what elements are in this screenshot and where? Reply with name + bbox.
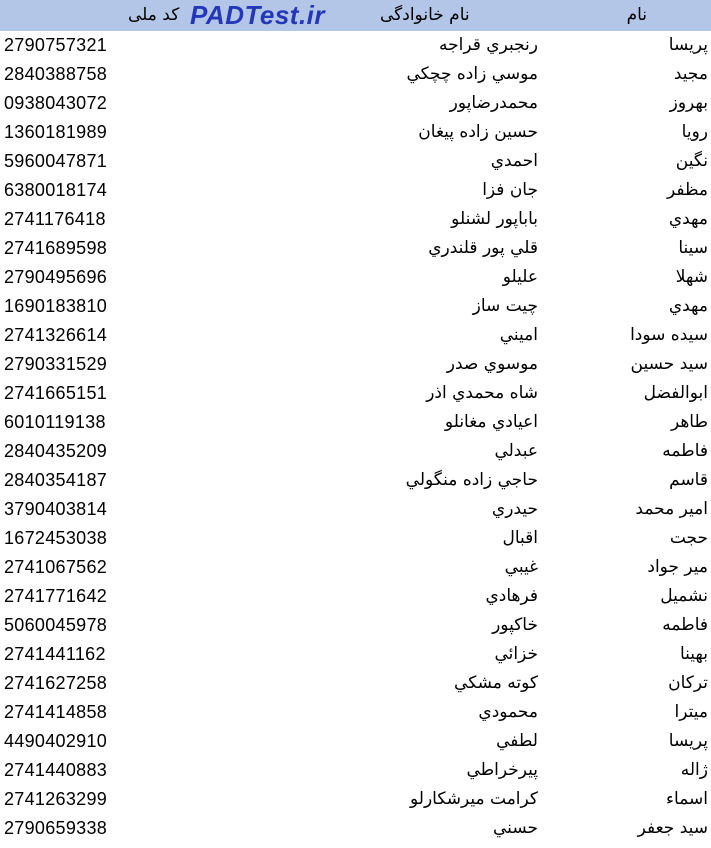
national-code-cell[interactable]: 2741627258 xyxy=(4,673,108,693)
first-name-cell[interactable]: طاهر xyxy=(670,412,708,432)
last-name-cell[interactable]: محمودي xyxy=(478,702,538,722)
first-name-cell[interactable]: مهدي xyxy=(668,209,708,229)
first-name-cell[interactable]: سيده سودا xyxy=(630,325,708,345)
table-row[interactable] xyxy=(0,640,711,669)
last-name-cell[interactable]: كوته مشكي xyxy=(454,673,538,693)
first-name-cell[interactable]: نگين xyxy=(675,151,708,171)
first-name-cell[interactable]: مجيد xyxy=(673,64,708,84)
national-code-cell[interactable]: 2741414858 xyxy=(4,702,108,722)
table-row[interactable] xyxy=(0,147,711,176)
national-code-cell[interactable]: 2741689598 xyxy=(4,238,108,258)
last-name-cell[interactable]: محمدرضاپور xyxy=(449,93,538,113)
last-name-cell[interactable]: غيبي xyxy=(504,557,538,577)
table-row[interactable] xyxy=(0,31,711,60)
last-name-cell[interactable]: خزائي xyxy=(494,644,538,664)
first-name-cell[interactable]: قاسم xyxy=(669,470,708,490)
national-code-cell[interactable]: 2840354187 xyxy=(4,470,108,490)
table-row[interactable] xyxy=(0,321,711,350)
national-code-cell[interactable]: 2790757321 xyxy=(4,35,108,55)
first-name-cell[interactable]: اسماء xyxy=(666,789,708,809)
national-code-cell[interactable]: 1690183810 xyxy=(4,296,108,316)
table-row[interactable] xyxy=(0,495,711,524)
last-name-cell[interactable]: چيت ساز xyxy=(472,296,538,316)
first-name-cell[interactable]: فاطمه xyxy=(662,615,708,635)
last-name-cell[interactable]: قلي پور قلندري xyxy=(428,238,538,258)
first-name-cell[interactable]: حجت xyxy=(669,528,708,548)
table-row[interactable] xyxy=(0,176,711,205)
first-name-cell[interactable]: رويا xyxy=(681,122,708,142)
national-code-cell[interactable]: 2790659338 xyxy=(4,818,108,838)
national-code-cell[interactable]: 2741441162 xyxy=(4,644,106,664)
first-name-cell[interactable]: بهينا xyxy=(679,644,708,664)
table-row[interactable] xyxy=(0,60,711,89)
last-name-cell[interactable]: حسين زاده پيغان xyxy=(418,122,538,142)
table-row[interactable] xyxy=(0,89,711,118)
last-name-cell[interactable]: حاجي زاده منگولي xyxy=(405,470,538,490)
national-code-cell[interactable]: 1672453038 xyxy=(4,528,108,548)
table-row[interactable] xyxy=(0,379,711,408)
table-row[interactable] xyxy=(0,118,711,147)
first-name-cell[interactable]: سينا xyxy=(678,238,708,258)
last-name-cell[interactable]: اقبال xyxy=(502,528,538,548)
national-code-cell[interactable]: 2741176418 xyxy=(4,209,106,229)
last-name-cell[interactable]: خاكپور xyxy=(492,615,538,635)
national-code-cell[interactable]: 0938043072 xyxy=(4,93,108,113)
table-row[interactable] xyxy=(0,785,711,814)
first-name-cell[interactable]: پريسا xyxy=(668,731,708,751)
table-row[interactable] xyxy=(0,582,711,611)
national-code-cell[interactable]: 2741440883 xyxy=(4,760,108,780)
last-name-cell[interactable]: اميني xyxy=(499,325,538,345)
national-code-cell[interactable]: 2741665151 xyxy=(4,383,108,403)
last-name-cell[interactable]: عبدلي xyxy=(494,441,538,461)
last-name-cell[interactable]: عليلو xyxy=(502,267,538,287)
national-code-cell[interactable]: 4490402910 xyxy=(4,731,108,751)
national-code-cell[interactable]: 2790495696 xyxy=(4,267,108,287)
first-name-cell[interactable]: تركان xyxy=(668,673,708,693)
national-code-cell[interactable]: 5960047871 xyxy=(4,151,108,171)
first-name-cell[interactable]: ميترا xyxy=(674,702,708,722)
first-name-cell[interactable]: مهدي xyxy=(668,296,708,316)
national-code-cell[interactable]: 2741326614 xyxy=(4,325,108,345)
national-code-cell[interactable]: 2840388758 xyxy=(4,64,108,84)
last-name-cell[interactable]: رنجبري قراجه xyxy=(439,35,538,55)
last-name-cell[interactable]: شاه محمدي اذر xyxy=(426,383,538,403)
national-code-cell[interactable]: 6380018174 xyxy=(4,180,108,200)
last-name-cell[interactable]: موسي زاده چچكي xyxy=(406,64,538,84)
national-code-cell[interactable]: 5060045978 xyxy=(4,615,108,635)
last-name-cell[interactable]: حيدري xyxy=(491,499,538,519)
header-first-name[interactable]: نام xyxy=(626,5,647,25)
table-row[interactable] xyxy=(0,292,711,321)
last-name-cell[interactable]: احمدي xyxy=(490,151,538,171)
national-code-cell[interactable]: 3790403814 xyxy=(4,499,108,519)
last-name-cell[interactable]: پيرخراطي xyxy=(466,760,538,780)
table-row[interactable] xyxy=(0,756,711,785)
table-row[interactable] xyxy=(0,611,711,640)
first-name-cell[interactable]: سيد حسين xyxy=(630,354,708,374)
watermark-logo: PADTest.ir xyxy=(190,0,326,30)
header-national-code[interactable]: کد ملی xyxy=(128,5,180,25)
table-row[interactable] xyxy=(0,350,711,379)
first-name-cell[interactable]: بهروز xyxy=(669,93,708,113)
first-name-cell[interactable]: ابوالفضل xyxy=(643,383,708,403)
header-last-name[interactable]: نام خانوادگی xyxy=(380,5,470,25)
last-name-cell[interactable]: فرهادي xyxy=(485,586,538,606)
table-row[interactable] xyxy=(0,524,711,553)
national-code-cell[interactable]: 6010119138 xyxy=(4,412,106,432)
table-row[interactable] xyxy=(0,408,711,437)
last-name-cell[interactable]: حسني xyxy=(493,818,538,838)
table-row[interactable] xyxy=(0,698,711,727)
first-name-cell[interactable]: نشميل xyxy=(660,586,708,606)
table-row[interactable] xyxy=(0,234,711,263)
last-name-cell[interactable]: جان فزا xyxy=(482,180,538,200)
table-row[interactable] xyxy=(0,669,711,698)
first-name-cell[interactable]: سيد جعفر xyxy=(637,818,708,838)
last-name-cell[interactable]: اعيادي مغانلو xyxy=(444,412,538,432)
last-name-cell[interactable]: لطفي xyxy=(496,731,538,751)
last-name-cell[interactable]: موسوي صدر xyxy=(446,354,538,374)
header-row xyxy=(0,0,711,31)
last-name-cell[interactable]: كرامت ميرشكارلو xyxy=(410,789,538,809)
national-code-cell[interactable]: 2840435209 xyxy=(4,441,108,461)
first-name-cell[interactable]: شهلا xyxy=(675,267,708,287)
table-row[interactable] xyxy=(0,263,711,292)
first-name-cell[interactable]: مظفر xyxy=(666,180,708,200)
national-code-cell[interactable]: 2741067562 xyxy=(4,557,108,577)
table-row[interactable] xyxy=(0,553,711,582)
national-code-cell[interactable]: 2741263299 xyxy=(4,789,108,809)
table-row[interactable] xyxy=(0,727,711,756)
table-row[interactable] xyxy=(0,205,711,234)
table-row[interactable] xyxy=(0,466,711,495)
national-code-cell[interactable]: 1360181989 xyxy=(4,122,108,142)
national-code-cell[interactable]: 2790331529 xyxy=(4,354,108,374)
table-row[interactable] xyxy=(0,437,711,466)
first-name-cell[interactable]: ژاله xyxy=(680,760,708,780)
last-name-cell[interactable]: باباپور لشنلو xyxy=(451,209,538,229)
national-code-cell[interactable]: 2741771642 xyxy=(4,586,108,606)
first-name-cell[interactable]: مير جواد xyxy=(647,557,708,577)
table-body xyxy=(0,31,711,843)
first-name-cell[interactable]: پريسا xyxy=(668,35,708,55)
first-name-cell[interactable]: فاطمه xyxy=(662,441,708,461)
first-name-cell[interactable]: امير محمد xyxy=(635,499,708,519)
table-row[interactable] xyxy=(0,814,711,843)
